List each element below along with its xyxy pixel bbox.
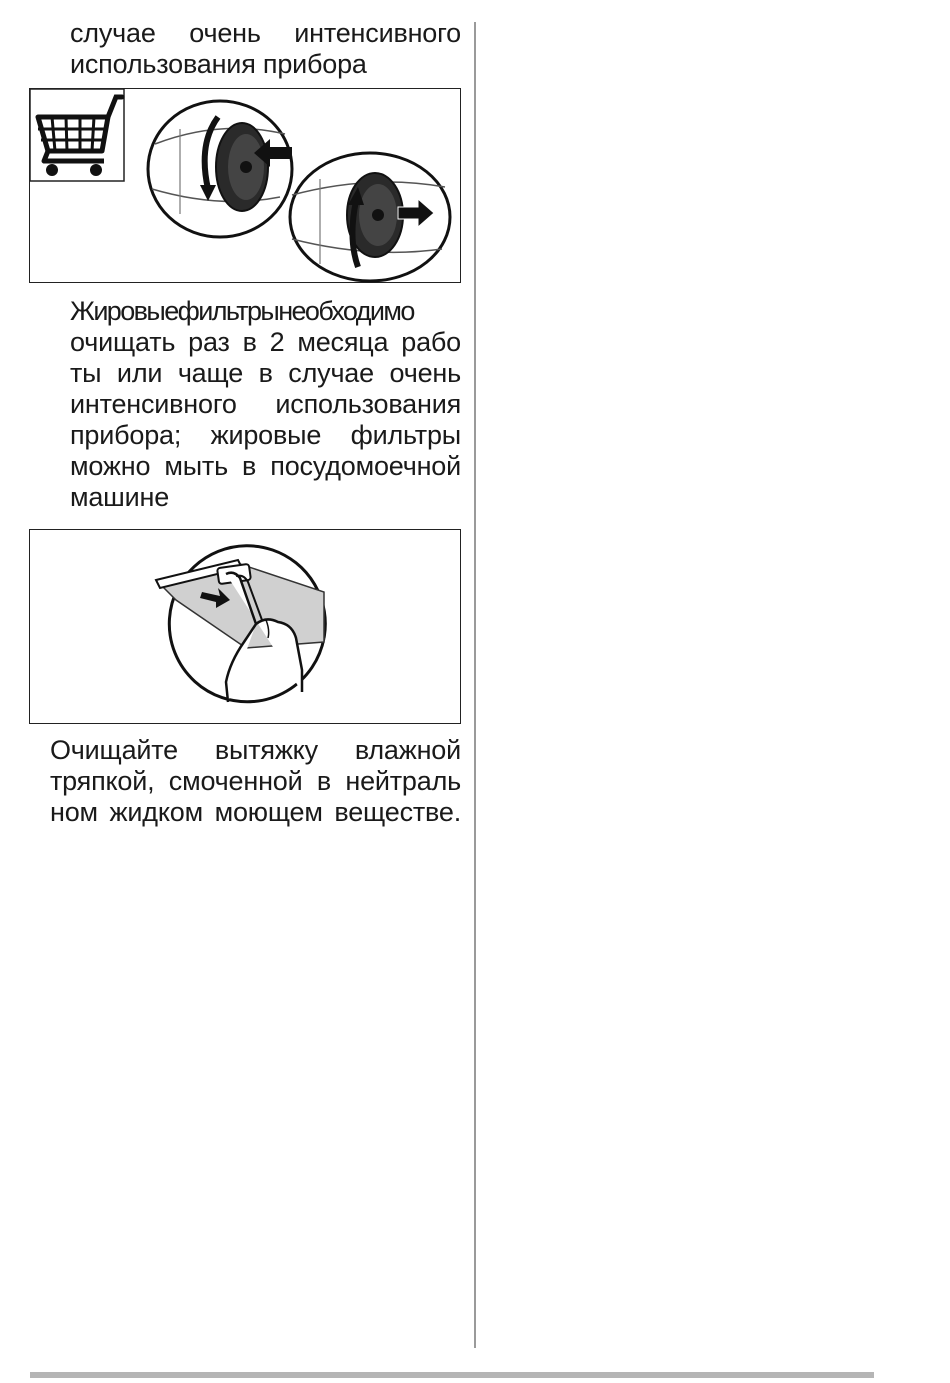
footer-bar (30, 1372, 874, 1378)
column-divider (474, 22, 476, 1348)
top-text (70, 18, 461, 80)
text-line: интенсивного использования (70, 389, 461, 419)
cleaning-paragraph (50, 735, 461, 828)
grease-filter-figure (29, 529, 461, 724)
text-line: использования прибора (70, 49, 367, 79)
text-line: тряпкой, смоченной в нейтраль (50, 766, 461, 796)
text-line: прибора; жировые фильтры (70, 420, 461, 450)
filter-remove-illustration (148, 101, 292, 237)
text-line: ты или чаще в случае очень (70, 358, 461, 388)
grease-filter-removal-illustration (156, 546, 325, 702)
text-line: ном жидком моющем веществе. (50, 797, 461, 827)
text-line: Жировыефильтрынеобходимо (70, 296, 414, 326)
grease-filter-paragraph (70, 296, 461, 513)
text-line: Очищайте вытяжку влажной (50, 735, 461, 765)
text-line: можно мыть в посудомоечной (70, 451, 461, 481)
text-line: машине (70, 482, 170, 512)
filter-replacement-figure (29, 88, 461, 283)
filter-install-illustration (290, 153, 450, 281)
shopping-cart-icon (30, 89, 124, 181)
text-line: очищать раз в 2 месяца рабо (70, 327, 461, 357)
text-line: случае очень интенсивного (70, 18, 461, 48)
